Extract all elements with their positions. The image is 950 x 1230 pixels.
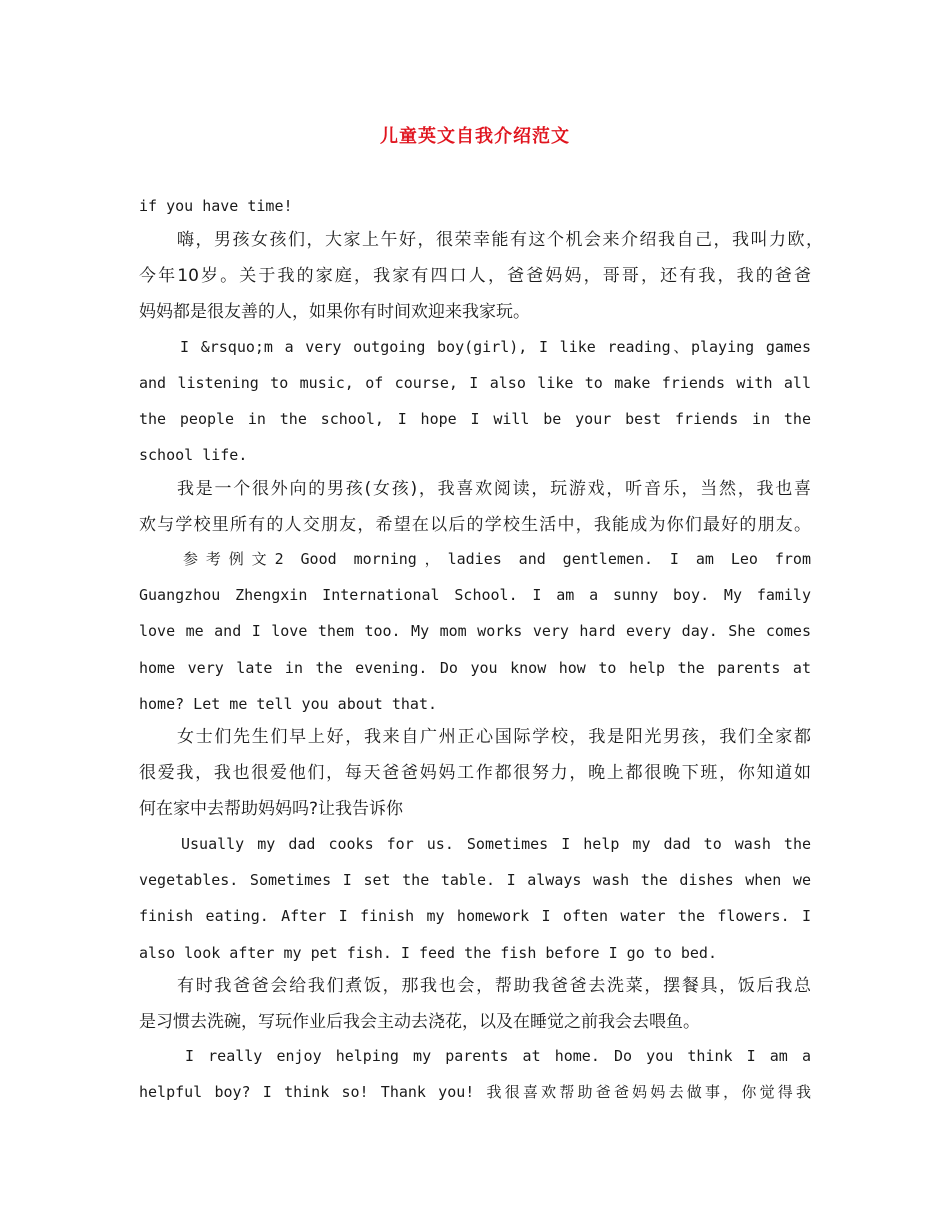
text-line: 嗨，男孩女孩们，大家上午好，很荣幸能有这个机会来介绍我自己，我叫力欧， [177, 230, 823, 250]
text-line: I &rsquo;m a very outgoing boy(girl), I like reading、playing games [180, 338, 811, 356]
text-line: 很爱我，我也很爱他们，每天爸爸妈妈工作都很努力，晚上都很晚下班，你知道如 [139, 763, 811, 783]
text-line: home very late in the evening. Do you know how to help the parents at [139, 659, 811, 677]
text-line: school life. [139, 446, 248, 464]
text-line: also look after my pet fish. I feed the fish before I go to bed. [139, 944, 717, 962]
text-line: helpful boy? I think so! Thank you! 我很喜欢帮助爸爸妈妈去做事，你觉得我 [139, 1083, 811, 1101]
text-line: if you have time! [139, 197, 293, 215]
text-line: 是习惯去洗碗，写玩作业后我会主动去浇花，以及在睡觉之前我会去喂鱼。 [139, 1012, 700, 1032]
text-line: 今年10岁。关于我的家庭，我家有四口人，爸爸妈妈，哥哥，还有我，我的爸爸 [139, 266, 811, 286]
text-line: 女士们先生们早上好，我来自广州正心国际学校，我是阳光男孩，我们全家都 [177, 727, 811, 747]
text-line: 有时我爸爸会给我们煮饭，那我也会，帮助我爸爸去洗菜，摆餐具，饭后我总 [177, 976, 811, 996]
text-line: 何在家中去帮助妈妈吗?让我告诉你 [139, 799, 404, 819]
text-line: 欢与学校里所有的人交朋友，希望在以后的学校生活中，我能成为你们最好的朋友。 [139, 515, 811, 535]
text-line: love me and I love them too. My mom works very hard every day. She comes [139, 622, 811, 640]
text-line: 妈妈都是很友善的人，如果你有时间欢迎来我家玩。 [139, 302, 530, 322]
text-line: Usually my dad cooks for us. Sometimes I help my dad to wash the [181, 835, 811, 853]
text-line: finish eating. After I finish my homework I often water the flowers. I [139, 907, 811, 925]
text-line: I really enjoy helping my parents at home. Do you think I am a [185, 1047, 811, 1065]
text-line: home? Let me tell you about that. [139, 695, 438, 713]
text-line: Guangzhou Zhengxin International School. I am a sunny boy. My family [139, 586, 811, 604]
text-line: vegetables. Sometimes I set the table. I always wash the dishes when we [139, 871, 811, 889]
document-title: 儿童英文自我介绍范文 [380, 126, 570, 147]
text-line: the people in the school, I hope I will be your best friends in the [139, 410, 811, 428]
text-line: and listening to music, of course, I also like to make friends with all [139, 374, 811, 392]
text-line: 参考例文2 Good morning，ladies and gentlemen. I am Leo from [183, 550, 811, 568]
text-line: 我是一个很外向的男孩(女孩)，我喜欢阅读，玩游戏，听音乐，当然，我也喜 [177, 479, 811, 499]
